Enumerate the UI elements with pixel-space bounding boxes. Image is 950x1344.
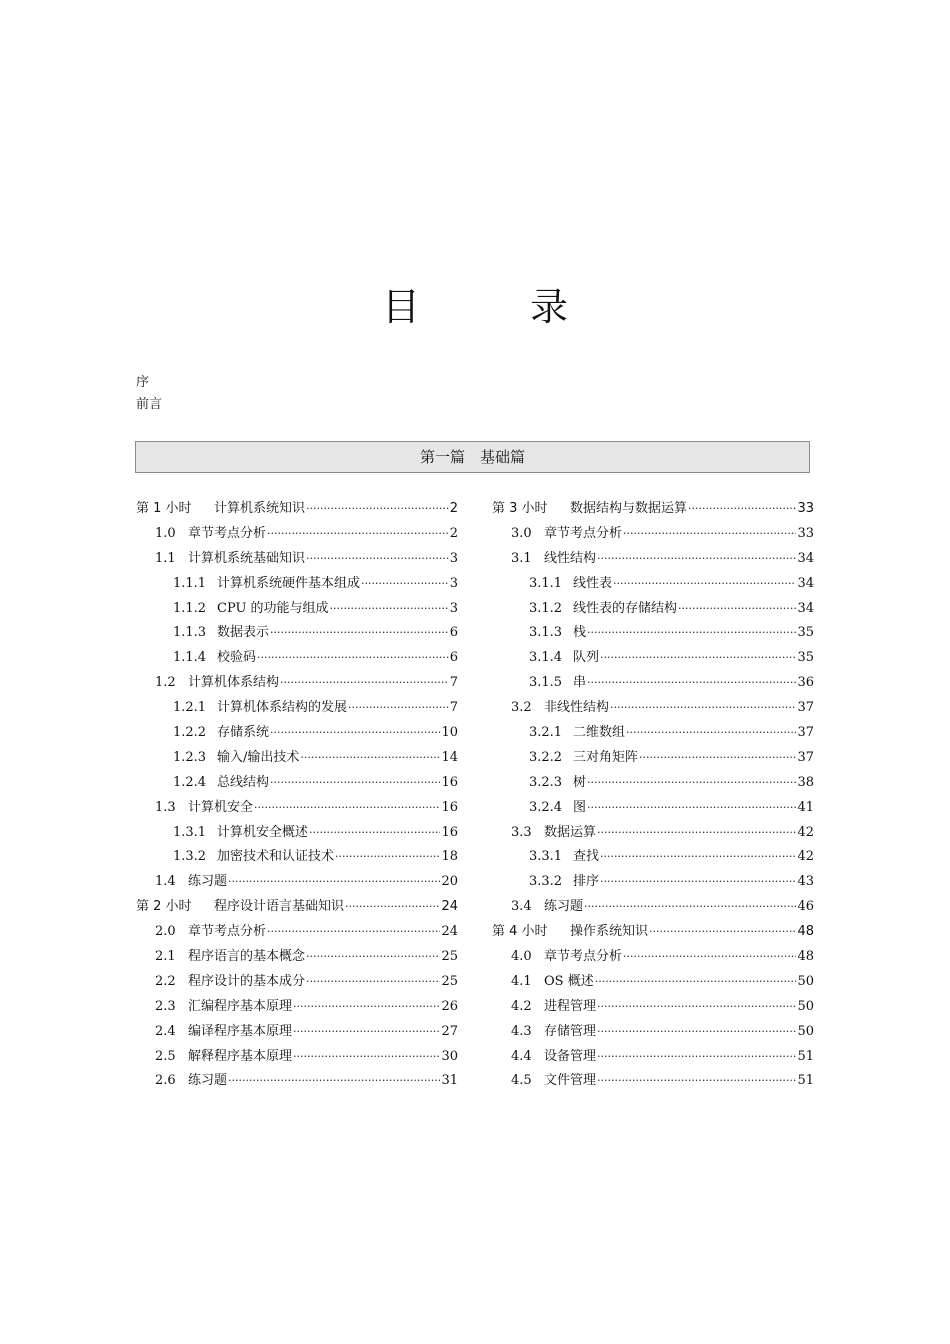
toc-dot-leader: [584, 895, 796, 920]
toc-dot-leader: [254, 796, 440, 821]
toc-entry[interactable]: [136, 821, 458, 846]
toc-entry-title: 练习题: [188, 1073, 228, 1089]
front-matter: [136, 372, 162, 416]
toc-entry-page-number: 48: [797, 949, 814, 965]
toc-entry[interactable]: [492, 721, 814, 746]
toc-entry-title: 程序设计的基本成分: [188, 973, 306, 989]
toc-entry-title: 汇编程序基本原理: [188, 998, 293, 1014]
toc-entry-number: 3.3.2: [529, 874, 563, 890]
toc-chapter-entry[interactable]: [492, 497, 814, 522]
toc-dot-leader: [330, 597, 449, 622]
toc-entry-number: 2.5: [155, 1048, 176, 1064]
toc-dot-leader: [600, 646, 796, 671]
toc-entry-page-number: 14: [441, 749, 458, 765]
toc-entry-title: 文件管理: [544, 1073, 597, 1089]
toc-entry-title: 程序语言的基本概念: [188, 949, 306, 965]
toc-entry-page-number: 16: [441, 774, 458, 790]
toc-entry-number: 3.1.2: [529, 600, 563, 616]
toc-entry[interactable]: [492, 845, 814, 870]
toc-entry[interactable]: [492, 970, 814, 995]
toc-entry[interactable]: [136, 721, 458, 746]
toc-entry[interactable]: [136, 796, 458, 821]
toc-entry[interactable]: [136, 945, 458, 970]
toc-entry-page-number: 31: [441, 1073, 458, 1089]
toc-entry-title: 栈: [573, 625, 587, 641]
toc-entry-page-number: 50: [797, 973, 814, 989]
toc-entry[interactable]: [492, 621, 814, 646]
toc-entry-title: 练习题: [188, 874, 228, 890]
toc-dot-leader: [600, 845, 796, 870]
toc-entry-title: 二维数组: [573, 725, 626, 741]
toc-entry-page-number: 43: [797, 874, 814, 890]
toc-entry-number: 1.1.3: [173, 625, 207, 641]
toc-entry-title: 线性结构: [544, 550, 597, 566]
toc-entry-page-number: 16: [441, 799, 458, 815]
toc-dot-leader: [597, 547, 796, 572]
toc-dot-leader: [361, 572, 449, 597]
toc-entry-number: 4.1: [511, 973, 532, 989]
toc-entry-number: 1.3.1: [173, 824, 207, 840]
front-matter-foreword-item[interactable]: 前言: [136, 397, 163, 412]
toc-entry-title: CPU 的功能与组成: [217, 600, 329, 616]
toc-entry-title: 操作系统知识: [570, 924, 649, 940]
toc-entry-title: OS 概述: [544, 973, 594, 989]
toc-entry-number: 2.6: [155, 1073, 176, 1089]
toc-entry-number: 1.1.1: [173, 575, 207, 591]
toc-entry-number: 4.2: [511, 998, 532, 1014]
toc-entry-page-number: 46: [797, 899, 814, 915]
toc-dot-leader: [267, 920, 440, 945]
toc-dot-leader: [587, 671, 796, 696]
toc-entry-number: 3.2: [511, 700, 532, 716]
toc-entry-page-number: 30: [441, 1048, 458, 1064]
toc-entry-number: 3.3: [511, 824, 532, 840]
toc-entry-number: 4.3: [511, 1023, 532, 1039]
toc-dot-leader: [345, 895, 440, 920]
toc-dot-leader: [597, 821, 796, 846]
toc-entry-title: 计算机体系结构的发展: [217, 700, 348, 716]
toc-entry[interactable]: [492, 671, 814, 696]
toc-entry-title: 编译程序基本原理: [188, 1023, 293, 1039]
toc-dot-leader: [587, 771, 796, 796]
toc-dot-leader: [626, 721, 796, 746]
toc-entry-number: 1.2.3: [173, 749, 207, 765]
toc-entry-page-number: 33: [797, 525, 814, 541]
toc-dot-leader: [623, 522, 796, 547]
toc-dot-leader: [335, 845, 440, 870]
toc-entry-title: 图: [573, 799, 587, 815]
toc-entry-page-number: 34: [797, 550, 814, 566]
toc-entry[interactable]: [492, 895, 814, 920]
toc-entry-number: 1.3.2: [173, 849, 207, 865]
page-title: 目 录: [381, 285, 604, 329]
toc-entry-title: 队列: [573, 650, 600, 666]
toc-dot-leader: [587, 796, 796, 821]
toc-entry-title: 练习题: [544, 899, 584, 915]
toc-right-column: [492, 497, 814, 1094]
toc-entry-number: 1.1.4: [173, 650, 207, 666]
toc-entry-title: 树: [573, 774, 587, 790]
toc-entry-number: 第 2 小时: [136, 899, 192, 915]
toc-entry[interactable]: [136, 621, 458, 646]
toc-entry-number: 3.2.3: [529, 774, 563, 790]
toc-entry-page-number: 6: [449, 625, 458, 641]
toc-entry[interactable]: [492, 696, 814, 721]
toc-entry-title: 校验码: [217, 650, 257, 666]
toc-dot-leader: [587, 621, 796, 646]
toc-entry-page-number: 37: [797, 725, 814, 741]
toc-entry-number: 4.0: [511, 949, 532, 965]
toc-dot-leader: [597, 995, 796, 1020]
toc-entry-page-number: 51: [797, 1048, 814, 1064]
toc-entry-number: 3.2.4: [529, 799, 563, 815]
toc-entry-number: 第 1 小时: [136, 501, 192, 516]
toc-dot-leader: [597, 1069, 796, 1094]
toc-entry-title: 设备管理: [544, 1048, 597, 1064]
toc-dot-leader: [257, 646, 449, 671]
toc-entry-title: 计算机安全: [188, 799, 254, 815]
toc-entry[interactable]: [136, 746, 458, 771]
toc-entry[interactable]: [492, 646, 814, 671]
toc-entry-number: 3.2.2: [529, 749, 563, 765]
toc-entry-page-number: 3: [449, 575, 458, 591]
toc-chapter-entry[interactable]: [492, 920, 814, 945]
toc-dot-leader: [600, 870, 796, 895]
part-heading: 第一篇 基础篇: [135, 441, 810, 473]
toc-entry-number: 1.3: [155, 799, 176, 815]
toc-dot-leader: [597, 1045, 796, 1070]
toc-entry-page-number: 33: [797, 501, 814, 516]
toc-entry-number: 2.0: [155, 924, 176, 940]
toc-dot-leader: [597, 1020, 796, 1045]
toc-entry-title: 章节考点分析: [544, 525, 623, 541]
toc-dot-leader: [639, 746, 796, 771]
toc-entry[interactable]: [136, 597, 458, 622]
toc-entry[interactable]: [492, 746, 814, 771]
toc-dot-leader: [293, 995, 440, 1020]
toc-entry-page-number: 41: [797, 799, 814, 815]
toc-chapter-entry[interactable]: [136, 895, 458, 920]
toc-entry-title: 解释程序基本原理: [188, 1048, 293, 1064]
toc-dot-leader: [270, 771, 440, 796]
toc-entry-title: 加密技术和认证技术: [217, 849, 335, 865]
toc-entry-title: 存储系统: [217, 725, 270, 741]
toc-dot-leader: [678, 597, 796, 622]
toc-entry-page-number: 6: [449, 650, 458, 666]
toc-entry-number: 3.1.1: [529, 575, 563, 591]
toc-entry-number: 3.1.4: [529, 650, 563, 666]
toc-entry-page-number: 51: [797, 1073, 814, 1089]
toc-entry-page-number: 34: [797, 575, 814, 591]
toc-dot-leader: [300, 746, 440, 771]
toc-dot-leader: [293, 1045, 440, 1070]
toc-entry-number: 3.1.5: [529, 675, 563, 691]
toc-entry-page-number: 48: [797, 924, 814, 940]
toc-entry-page-number: 38: [797, 774, 814, 790]
toc-entry-number: 第 4 小时: [492, 924, 548, 940]
toc-entry[interactable]: [136, 920, 458, 945]
toc-entry-page-number: 36: [797, 675, 814, 691]
toc-entry-number: 2.3: [155, 998, 176, 1014]
toc-entry-number: 1.1: [155, 550, 176, 566]
toc-dot-leader: [306, 970, 440, 995]
toc-entry[interactable]: [136, 696, 458, 721]
toc-chapter-entry[interactable]: [136, 497, 458, 522]
toc-entry-title: 数据运算: [544, 824, 597, 840]
toc-dot-leader: [270, 621, 449, 646]
toc-entry-title: 计算机系统基础知识: [188, 550, 306, 566]
toc-entry-number: 1.1.2: [173, 600, 207, 616]
toc-entry-number: 3.0: [511, 525, 532, 541]
toc-entry[interactable]: [492, 1020, 814, 1045]
toc-dot-leader: [688, 497, 796, 522]
toc-entry-number: 1.0: [155, 525, 176, 541]
toc-entry-number: 3.1.3: [529, 625, 563, 641]
toc-entry-page-number: 27: [441, 1023, 458, 1039]
front-matter-preface-item[interactable]: 序: [136, 375, 150, 390]
toc-entry-title: 进程管理: [544, 998, 597, 1014]
toc-entry[interactable]: [136, 970, 458, 995]
toc-entry-number: 2.4: [155, 1023, 176, 1039]
toc-entry-page-number: 37: [797, 700, 814, 716]
toc-entry-page-number: 24: [441, 899, 458, 915]
toc-entry[interactable]: [136, 671, 458, 696]
toc-entry[interactable]: [492, 870, 814, 895]
toc-dot-leader: [280, 671, 449, 696]
toc-entry-page-number: 35: [797, 625, 814, 641]
toc-entry[interactable]: [492, 522, 814, 547]
toc-entry[interactable]: [136, 995, 458, 1020]
toc-entry[interactable]: [492, 572, 814, 597]
toc-entry[interactable]: [136, 1069, 458, 1094]
toc-entry-page-number: 26: [441, 998, 458, 1014]
toc-dot-leader: [610, 696, 796, 721]
toc-dot-leader: [348, 696, 449, 721]
toc-dot-leader: [595, 970, 797, 995]
toc-entry-title: 查找: [573, 849, 600, 865]
toc-entry[interactable]: [136, 870, 458, 895]
toc-dot-leader: [613, 572, 796, 597]
toc-entry-page-number: 7: [449, 700, 458, 716]
toc-entry-page-number: 3: [449, 600, 458, 616]
toc-dot-leader: [306, 945, 440, 970]
toc-entry-page-number: 10: [441, 725, 458, 741]
toc-entry-title: 线性表: [573, 575, 613, 591]
toc-dot-leader: [270, 721, 440, 746]
toc-entry-title: 章节考点分析: [544, 949, 623, 965]
toc-entry[interactable]: [492, 945, 814, 970]
toc-entry-title: 程序设计语言基础知识: [214, 899, 345, 915]
toc-entry-number: 1.2.4: [173, 774, 207, 790]
toc-entry-title: 存储管理: [544, 1023, 597, 1039]
toc-entry-number: 第 3 小时: [492, 501, 548, 516]
toc-entry-page-number: 24: [441, 924, 458, 940]
toc-entry-page-number: 34: [797, 600, 814, 616]
toc-entry-page-number: 25: [441, 949, 458, 965]
toc-entry-number: 4.5: [511, 1073, 532, 1089]
toc-entry-number: 1.2.2: [173, 725, 207, 741]
toc-dot-leader: [306, 547, 449, 572]
toc-entry-title: 数据表示: [217, 625, 270, 641]
toc-dot-leader: [267, 522, 449, 547]
toc-entry-number: 3.3.1: [529, 849, 563, 865]
toc-left-column: [136, 497, 458, 1094]
toc-entry-title: 数据结构与数据运算: [570, 501, 688, 516]
toc-entry[interactable]: [492, 1045, 814, 1070]
toc-entry-number: 1.4: [155, 874, 176, 890]
toc-entry-number: 2.2: [155, 973, 176, 989]
toc-entry-page-number: 37: [797, 749, 814, 765]
toc-entry-number: 4.4: [511, 1048, 532, 1064]
toc-entry-page-number: 25: [441, 973, 458, 989]
toc-entry-number: 3.1: [511, 550, 532, 566]
toc-entry[interactable]: [492, 796, 814, 821]
toc-entry-page-number: 35: [797, 650, 814, 666]
toc-entry[interactable]: [136, 771, 458, 796]
toc-entry-title: 排序: [573, 874, 600, 890]
toc-entry-title: 输入/输出技术: [217, 749, 300, 765]
toc-entry[interactable]: [136, 845, 458, 870]
toc-entry-number: 3.4: [511, 899, 532, 915]
toc-entry[interactable]: [136, 572, 458, 597]
toc-entry-page-number: 42: [797, 849, 814, 865]
toc-dot-leader: [649, 920, 796, 945]
toc-entry-title: 计算机安全概述: [217, 824, 309, 840]
toc-entry-page-number: 2: [449, 501, 458, 516]
toc-entry[interactable]: [136, 1045, 458, 1070]
toc-entry-number: 1.2.1: [173, 700, 207, 716]
toc-entry-page-number: 50: [797, 998, 814, 1014]
toc-entry-title: 计算机系统知识: [214, 501, 306, 516]
toc-entry-page-number: 18: [441, 849, 458, 865]
toc-entry[interactable]: [492, 547, 814, 572]
toc-entry-page-number: 50: [797, 1023, 814, 1039]
toc-dot-leader: [306, 497, 449, 522]
toc-dot-leader: [623, 945, 796, 970]
toc-entry[interactable]: [492, 995, 814, 1020]
toc-entry[interactable]: [136, 646, 458, 671]
toc-entry-number: 1.2: [155, 675, 176, 691]
toc-entry-title: 非线性结构: [544, 700, 610, 716]
toc-entry-page-number: 20: [441, 874, 458, 890]
toc-entry-title: 章节考点分析: [188, 924, 267, 940]
toc-entry[interactable]: [136, 522, 458, 547]
toc-entry-page-number: 42: [797, 824, 814, 840]
toc-entry[interactable]: [136, 547, 458, 572]
toc-entry[interactable]: [492, 821, 814, 846]
toc-entry-title: 计算机体系结构: [188, 675, 280, 691]
toc-dot-leader: [309, 821, 440, 846]
toc-entry[interactable]: [492, 771, 814, 796]
toc-entry-title: 三对角矩阵: [573, 749, 639, 765]
toc-entry-title: 计算机系统硬件基本组成: [217, 575, 361, 591]
toc-entry-title: 线性表的存储结构: [573, 600, 678, 616]
toc-entry[interactable]: [136, 1020, 458, 1045]
toc-entry-page-number: 2: [449, 525, 458, 541]
toc-entry-title: 串: [573, 675, 587, 691]
toc-entry-number: 3.2.1: [529, 725, 563, 741]
toc-entry-title: 章节考点分析: [188, 525, 267, 541]
toc-entry-page-number: 7: [449, 675, 458, 691]
toc-dot-leader: [293, 1020, 440, 1045]
toc-dot-leader: [228, 1069, 440, 1094]
toc-entry[interactable]: [492, 597, 814, 622]
toc-entry-title: 总线结构: [217, 774, 270, 790]
toc-entry-number: 2.1: [155, 949, 176, 965]
toc-entry-page-number: 3: [449, 550, 458, 566]
toc-entry[interactable]: [492, 1069, 814, 1094]
toc-entry-page-number: 16: [441, 824, 458, 840]
toc-dot-leader: [228, 870, 440, 895]
